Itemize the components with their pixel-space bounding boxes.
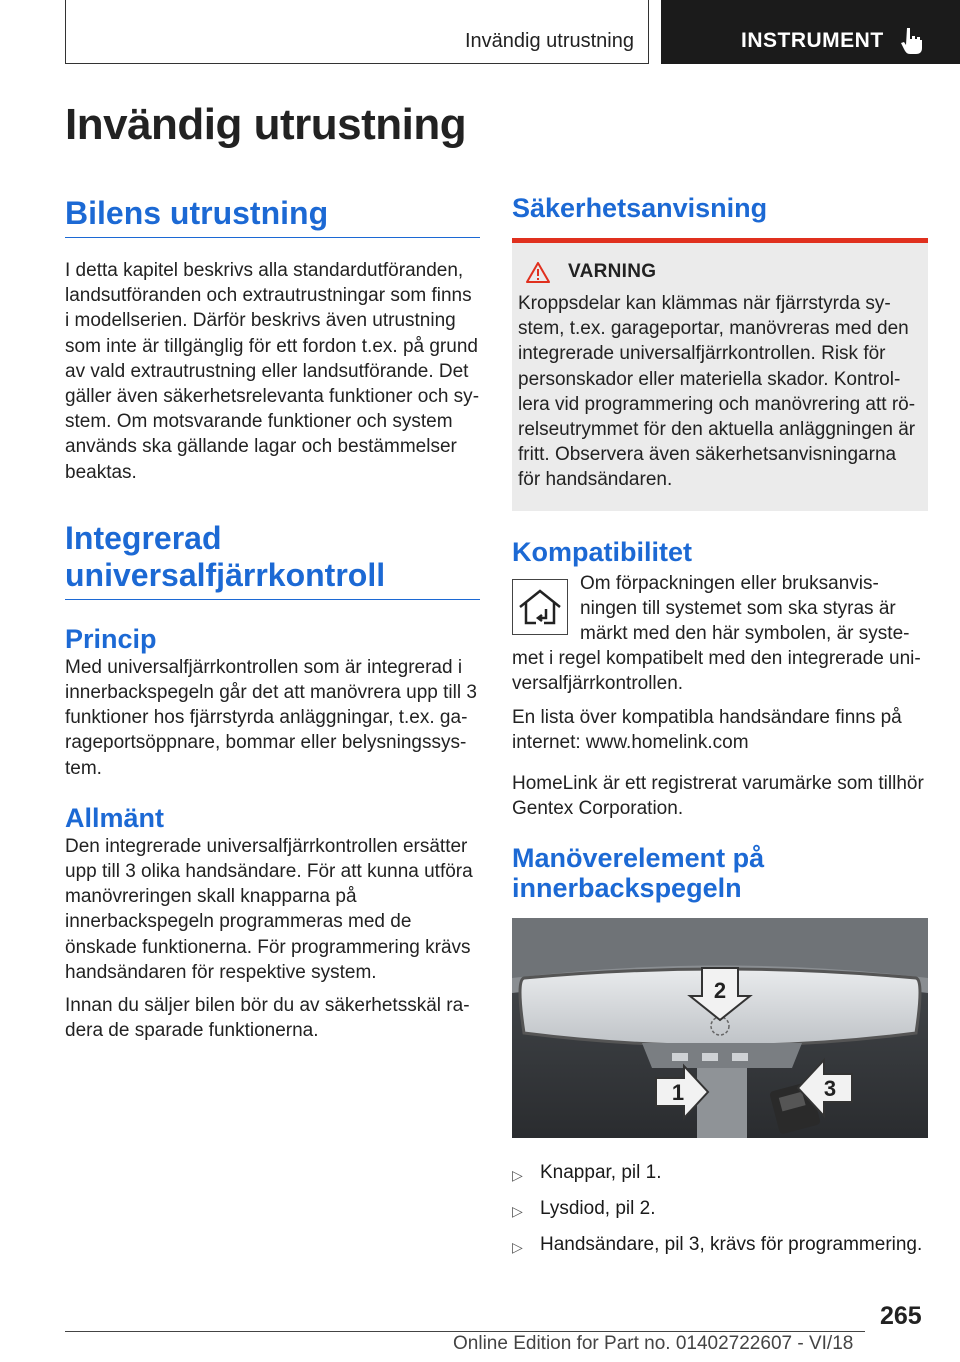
princip-paragraph: Med universalfjärrkontrollen som är integrerad i innerbackspegeln går det att manövrera upp till 3 funktioner hos fjärrstyrda anläggningar, t.ex. garageportsöppnare, bommar eller belysningssystem. [65,656,477,779]
pointing-hand-icon [899,26,925,54]
figure-label-1: 1 [671,1080,685,1106]
triangle-bullet-icon: ▷ [512,1167,523,1184]
kompat-block [512,571,928,697]
heading-integrerad-line2: universalfjärrkontroll [65,556,386,593]
warning-box [512,243,928,511]
page-number: 265 [880,1302,922,1330]
footer-rule [65,1331,865,1332]
footer-edition: Online Edition for Part no. 01402722607 - VI/18 [453,1333,854,1354]
kompat-paragraph-3: HomeLink är ett registrerat varumärke som tillhör Gentex Corporation. [512,773,924,820]
right-column [512,190,928,1268]
list-item-text: Knappar, pil 1. [540,1162,662,1184]
heading-integrerad [65,520,480,594]
header-section-title: Invändig utrustning [464,30,634,52]
figure-label-2: 2 [713,978,727,1004]
header-chapter-label: INSTRUMENT [741,29,884,52]
homelink-house-icon [512,579,568,635]
heading-princip: Princip [65,623,157,654]
kompat-paragraph-2: En lista över kompatibla handsändare finns på internet: www.homelink.com [512,706,902,753]
triangle-bullet-icon: ▷ [512,1239,523,1256]
list-item [512,1196,928,1224]
heading-manoverelement [512,843,928,903]
warning-text: Kroppsdelar kan klämmas när fjärrstyrda system, t.ex. garageportar, manövreras med den integrerade universalfjärrkontrollen. Risk för personskador eller materiella skador. Kontrollera vid programmering och manövrering att rörelseutrymmet för den aktuella anläggningen är fritt. Observera även säkerhetsanvisningarna för handsändaren. [518,293,916,491]
kompat-paragraph: Om förpackningen eller bruksanvisningen till systemet som ska styras är märkt med den här symbolen, är systemet i regel kompatibelt med den integrerade universalfjärrkontrollen. [512,572,921,695]
triangle-bullet-icon: ▷ [512,1203,523,1220]
heading-integrerad-line1: Integrerad [65,519,222,556]
heading-bilens-utrustning: Bilens utrustning [65,195,329,231]
list-item-text: Lysdiod, pil 2. [540,1198,656,1220]
bilens-paragraph: I detta kapitel beskrivs alla standardutföranden, landsutföranden och extrautrustningar som finns i modellserien. Därför beskrivs även utrustning som inte är tillgänglig för ett fordon t.ex. på grund av vald extrautrustning eller landsutförande. Det gäller även säkerhetsrelevanta funktioner och system. Om motsvarande funktioner och system används ska gällande lagar och bestämmelser beaktas. [65,260,480,483]
header-chapter-tab [661,0,960,64]
heading-allmant: Allmänt [65,802,165,833]
list-item [512,1232,928,1260]
heading-rule [65,237,480,238]
figure-label-3: 3 [823,1076,837,1102]
heading-manoverelement-line1: Manöverelement på [512,843,765,874]
mirror-figure [512,918,928,1138]
page-title: Invändig utrustning [65,100,467,149]
allmant-paragraph-2: Innan du säljer bilen bör du av säkerhetsskäl radera de sparade funktionerna. [65,995,470,1042]
left-column [65,190,480,1043]
list-item-text: Handsändare, pil 3, krävs för programmering. [540,1234,923,1256]
warning-title [526,261,922,283]
header-section-tab [65,0,649,64]
heading-kompatibilitet: Kompatibilitet [512,536,692,567]
allmant-paragraph: Den integrerade universalfjärrkontrollen ersätter upp till 3 olika handsändare. För att kunna utföra manövreringen skall knapparna på innerbackspegeln programmeras med de önskade funktionerna. För programmering krävs handsändaren för respektive system. [65,835,473,983]
warning-label: VARNING [568,261,657,282]
heading-sakerhetsanvisning: Säkerhetsanvisning [512,193,768,223]
heading-manoverelement-line2: innerbackspegeln [512,873,742,904]
heading-rule [65,599,480,600]
list-item [512,1160,928,1188]
warning-triangle-icon [526,262,550,283]
legend-list [512,1160,928,1260]
